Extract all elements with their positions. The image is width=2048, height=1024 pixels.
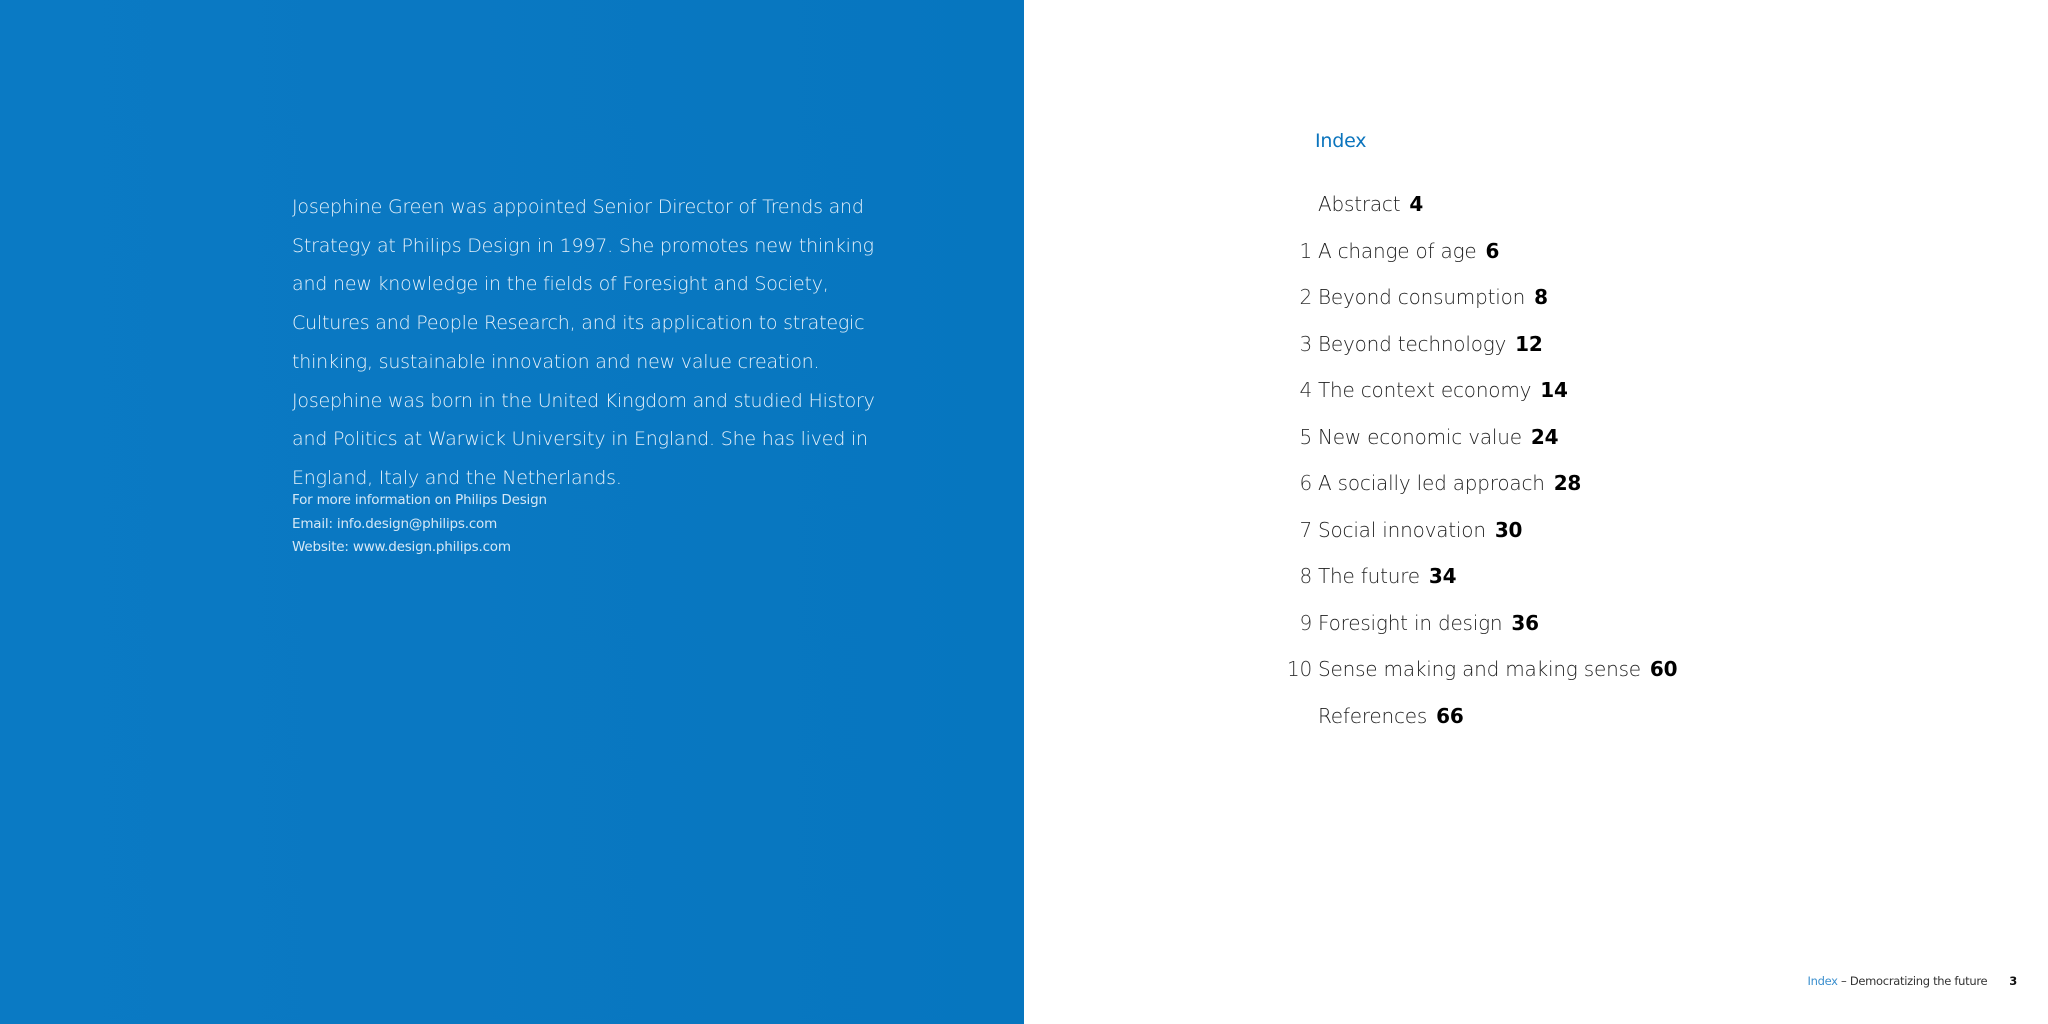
table-of-contents	[1024, 184, 2048, 742]
toc-entry-page: 30	[1494, 517, 1523, 542]
toc-entry-title: Abstract	[1318, 192, 1401, 216]
toc-entry-page: 36	[1511, 610, 1539, 635]
toc-entry-chapter-5[interactable]	[1024, 417, 2048, 464]
toc-entry-title-wrap	[1318, 696, 1464, 736]
toc-entry-page: 28	[1553, 471, 1582, 495]
toc-entry-title-wrap	[1318, 603, 1539, 643]
toc-entry-chapter-1[interactable]	[1024, 231, 2048, 278]
footer-page-number: 3	[2009, 974, 2017, 988]
toc-entry-page: 6	[1485, 238, 1500, 263]
footer-section-label: Index	[1807, 974, 1838, 988]
contact-info	[292, 489, 547, 560]
toc-entry-chapter-6[interactable]	[1024, 463, 2048, 510]
toc-entry-title: A socially led approach	[1318, 471, 1545, 495]
toc-entry-title-wrap	[1318, 649, 1677, 689]
toc-entry-title-wrap	[1318, 510, 1522, 550]
toc-entry-title: New economic value	[1318, 424, 1522, 449]
toc-entry-title: The future	[1318, 564, 1420, 588]
toc-entry-chapter-4[interactable]	[1024, 370, 2048, 417]
toc-entry-references[interactable]	[1024, 696, 2048, 743]
contact-website: Website: www.design.philips.com	[292, 539, 511, 555]
toc-entry-title-wrap	[1318, 231, 1499, 271]
toc-entry-title: Beyond consumption	[1318, 285, 1526, 309]
contact-intro: For more information on Philips Design	[292, 492, 547, 508]
toc-entry-chapter-8[interactable]	[1024, 556, 2048, 603]
toc-entry-number: 3	[1299, 331, 1312, 356]
toc-entry-page: 14	[1540, 378, 1568, 402]
toc-entry-title: The context economy	[1318, 378, 1532, 402]
toc-entry-page: 34	[1428, 564, 1457, 588]
toc-entry-page: 66	[1436, 703, 1464, 728]
toc-entry-title: Beyond technology	[1318, 331, 1507, 356]
toc-entry-title: Foresight in design	[1318, 610, 1503, 635]
toc-entry-abstract[interactable]	[1024, 184, 2048, 231]
toc-entry-title-wrap	[1318, 324, 1543, 364]
toc-entry-title: Social innovation	[1318, 517, 1486, 542]
toc-entry-number: 5	[1299, 424, 1312, 449]
toc-entry-page: 12	[1515, 331, 1543, 356]
toc-entry-chapter-9[interactable]	[1024, 603, 2048, 650]
toc-entry-page: 4	[1409, 192, 1424, 216]
toc-entry-number: 1	[1299, 238, 1312, 263]
toc-entry-number: 6	[1299, 471, 1312, 495]
footer-separator: –	[1837, 974, 1850, 988]
toc-entry-chapter-10[interactable]	[1024, 649, 2048, 696]
toc-entry-number: 7	[1299, 517, 1312, 542]
toc-entry-page: 8	[1534, 285, 1548, 309]
index-heading: Index	[1315, 130, 1367, 152]
toc-entry-title: A change of age	[1318, 238, 1477, 263]
page-footer	[1807, 974, 2017, 988]
toc-entry-page: 24	[1530, 424, 1559, 449]
toc-entry-title-wrap	[1318, 417, 1558, 457]
toc-entry-title-wrap	[1318, 184, 1423, 224]
right-page-panel	[1024, 0, 2048, 1024]
toc-entry-number: 8	[1299, 564, 1312, 588]
toc-entry-title: Sense making and making sense	[1318, 657, 1641, 681]
toc-entry-number: 10	[1286, 657, 1312, 681]
author-bio: Josephine Green was appointed Senior Director of Trends and Strategy at Philips Design in 1997. She promotes new thinking and new knowledge in the fields of Foresight and Society, Cultures and People Research, and its application to strategic thinking, sustainable innovation and new value creation. Josephine was born in the United Kingdom and studied History and Politics at Warwick University in England. She has lived in England, Italy and the Netherlands.	[292, 196, 875, 489]
toc-entry-title-wrap	[1318, 556, 1456, 596]
toc-entry-title-wrap	[1318, 463, 1581, 503]
toc-entry-number: 9	[1299, 610, 1312, 635]
toc-entry-number: 4	[1299, 378, 1312, 402]
toc-entry-number: 2	[1299, 285, 1312, 309]
contact-email: Email: info.design@philips.com	[292, 515, 498, 532]
toc-entry-chapter-2[interactable]	[1024, 277, 2048, 324]
toc-entry-title: References	[1318, 703, 1428, 728]
footer-document-title: Democratizing the future	[1849, 974, 1988, 988]
toc-entry-page: 60	[1649, 657, 1678, 681]
toc-entry-title-wrap	[1318, 370, 1568, 410]
toc-entry-chapter-7[interactable]	[1024, 510, 2048, 557]
toc-entry-title-wrap	[1318, 277, 1548, 317]
toc-entry-chapter-3[interactable]	[1024, 324, 2048, 371]
